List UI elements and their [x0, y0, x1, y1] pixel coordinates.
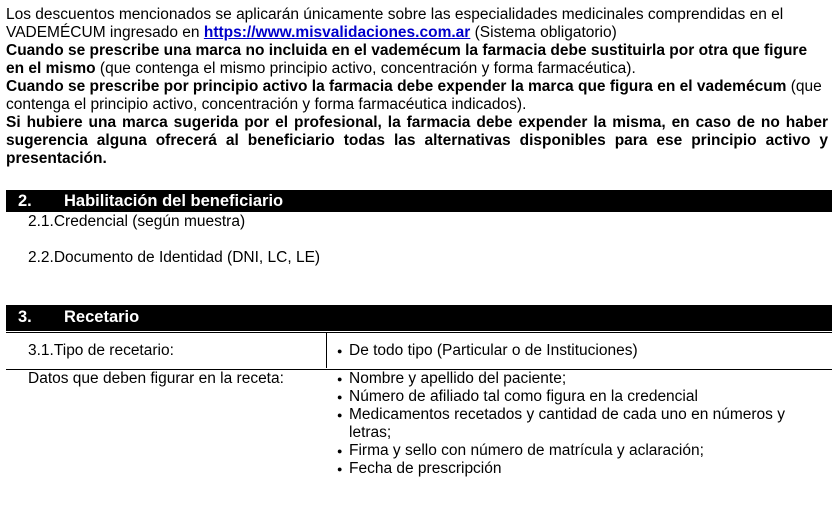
intro-paragraph-1: Los descuentos mencionados se aplicarán únicamente sobre las especialidades medicinales comprendidas en el VADEMÉCUM ingresado en https://www.misvalidaciones.com.ar (Sistema obligatorio)	[6, 6, 784, 41]
section-2-number: 2.	[18, 192, 32, 210]
datos-receta-label: Datos que deben figurar en la receta:	[28, 370, 284, 387]
list-item: ● Número de afiliado tal como figura en la credencial	[337, 388, 807, 406]
list-item: ● Fecha de prescripción	[337, 460, 807, 478]
list-item: ● Nombre y apellido del paciente;	[337, 370, 807, 388]
list-item: ● Firma y sello con número de matrícula y aclaración;	[337, 442, 807, 460]
tipo-recetario-label: 3.1.Tipo de recetario:	[28, 342, 174, 359]
table-divider	[326, 332, 327, 368]
list-item: ● Medicamentos recetados y cantidad de cada uno en números y letras;	[337, 406, 807, 442]
tipo-recetario-value	[337, 342, 807, 360]
section-3-number: 3.	[18, 308, 32, 326]
list-item: ● De todo tipo (Particular o de Instituciones)	[337, 342, 807, 360]
section-2-item-documento: 2.2.Documento de Identidad (DNI, LC, LE)	[28, 249, 321, 266]
section-3-title: Recetario	[64, 308, 140, 326]
section-3-header	[6, 305, 832, 331]
intro-paragraph-4: Si hubiere una marca sugerida por el profesional, la farmacia debe expender la misma, en caso de no haber sugerencia alguna ofrecerá al beneficiario todas las alternativas disponibles para ese principio activo y presentación.	[6, 114, 828, 167]
vademecum-link[interactable]: https://www.misvalidaciones.com.ar	[203, 24, 471, 41]
section-2-title: Habilitación del beneficiario	[64, 192, 284, 210]
intro-paragraph-3: Cuando se prescribe por principio activo la farmacia debe expender la marca que figura en el vademécum (que contenga el principio activo, concentración y forma farmacéutica indicados).	[6, 78, 822, 113]
intro-text	[6, 6, 828, 168]
section-2-item-credencial: 2.1.Credencial (según muestra)	[28, 213, 246, 230]
intro-paragraph-2: Cuando se prescribe una marca no incluida en el vademécum la farmacia debe sustituirla por otra que figure en el mismo (que contenga el mismo principio activo, concentración y forma farmacéutica).	[6, 42, 808, 77]
section-2-header	[6, 190, 832, 212]
datos-receta-list	[337, 370, 807, 478]
